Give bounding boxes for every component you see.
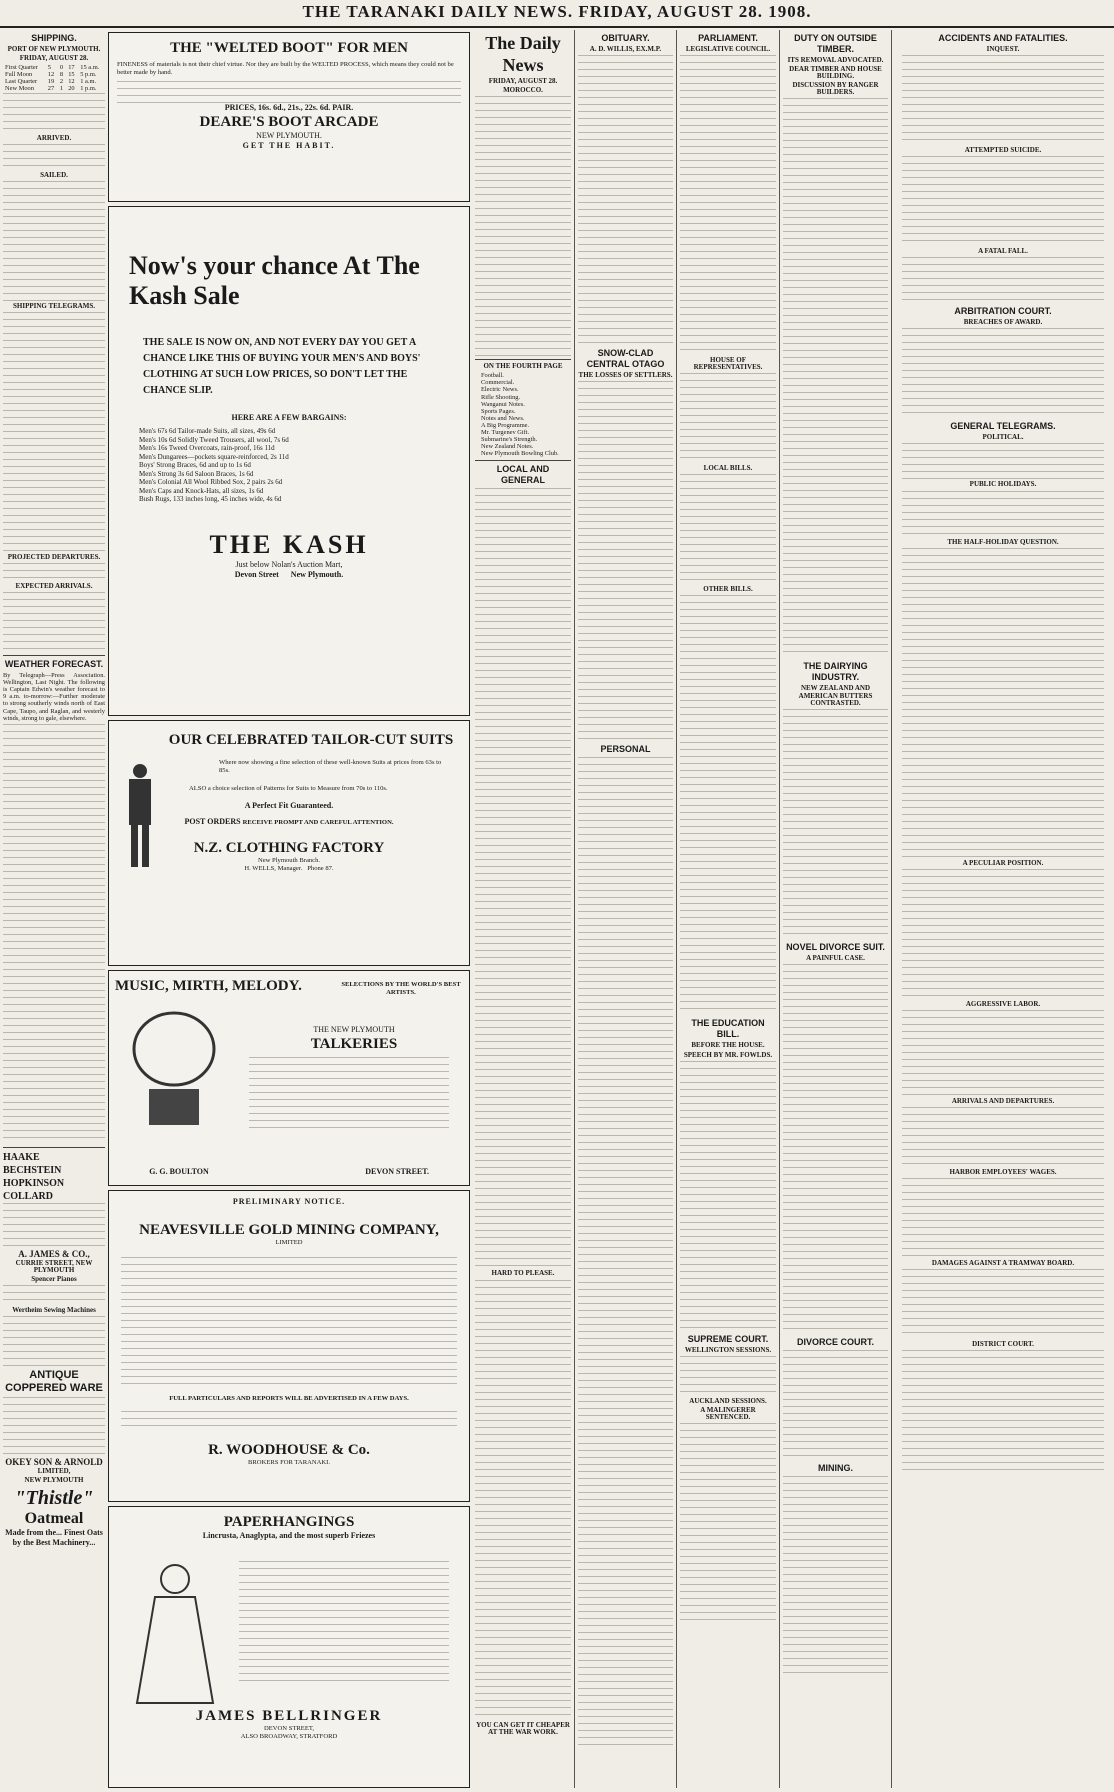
thistle-made: Made from the... Finest Oats by the Best Machinery... xyxy=(5,1528,103,1548)
damages-heading: DAMAGES AGAINST A TRAMWAY BOARD. xyxy=(931,1259,1075,1268)
snow-sub: THE LOSSES OF SETTLERS. xyxy=(578,371,673,380)
mining-heading: MINING. xyxy=(818,1462,853,1473)
tailor-branch: New Plymouth Branch. xyxy=(257,857,321,864)
dairy-heading: THE DAIRYING INDUSTRY. xyxy=(803,661,868,683)
thistle-brand: "Thistle" xyxy=(14,1487,94,1510)
text-block xyxy=(3,93,105,133)
harbour-heading: HARBOR EMPLOYEES' WAGES. xyxy=(949,1167,1057,1176)
tailor-factory: N.Z. CLOTHING FACTORY xyxy=(193,840,385,856)
tailor-post-note: RECEIVE PROMPT AND CAREFUL ATTENTION. xyxy=(242,819,394,826)
education-sub: BEFORE THE HOUSE. xyxy=(691,1041,765,1050)
table-row: Last Quarter 19 2 12 1 a.m. xyxy=(5,78,97,86)
prelim-role: BROKERS FOR TARANAKI. xyxy=(248,1459,330,1466)
shipping-date: FRIDAY, AUGUST 28. xyxy=(19,54,89,63)
text-block xyxy=(578,757,673,1747)
text-block xyxy=(783,1476,888,1676)
text-block xyxy=(902,1107,1104,1167)
list-item: A Big Programme. xyxy=(481,421,530,429)
tailor-manager: H. WELLS, Manager. xyxy=(244,865,303,872)
text-block xyxy=(902,1178,1104,1258)
text-block xyxy=(902,1010,1104,1096)
music-title: MUSIC, MIRTH, MELODY. xyxy=(115,978,302,994)
political-heading: POLITICAL. xyxy=(982,433,1024,442)
table-row: First Quarter 5 0 17 15 a.m. xyxy=(5,64,100,72)
list-item: Submarine's Strength. xyxy=(481,436,538,444)
auckland-sub: AUCKLAND SESSIONS. xyxy=(689,1396,767,1405)
welted-boot-ad xyxy=(108,32,470,202)
text-block xyxy=(121,1257,457,1387)
paper-also: ALSO BROADWAY, STRATFORD xyxy=(240,1733,338,1740)
piano-firm-address: CURRIE STREET, NEW PLYMOUTH xyxy=(15,1258,93,1274)
list-item: New Zealand Notes. xyxy=(481,443,534,451)
music-owner: G. G. BOULTON xyxy=(149,1167,209,1176)
novel-sub: A PAINFUL CASE. xyxy=(806,953,865,962)
paper-title: PAPERHANGINGS xyxy=(223,1514,355,1530)
mining-prospectus-ad xyxy=(108,1190,470,1502)
novel-heading: NOVEL DIVORCE SUIT. xyxy=(786,941,885,952)
text-block xyxy=(3,312,105,552)
fourth-page-heading: ON THE FOURTH PAGE xyxy=(483,362,563,371)
kash-store: THE KASH xyxy=(209,529,369,559)
music-sub: SELECTIONS BY THE WORLD'S BEST ARTISTS. xyxy=(341,981,461,996)
masthead xyxy=(0,0,1114,28)
kash-bargains-heading: HERE ARE A FEW BARGAINS: xyxy=(231,413,347,422)
duty-sub2: DEAR TIMBER AND HOUSE BUILDING. xyxy=(789,65,882,81)
text-block xyxy=(902,491,1104,537)
obituary-column xyxy=(574,30,676,1788)
text-block xyxy=(902,156,1104,246)
editorial-bottom: YOU CAN GET IT CHEAPER AT THE WAR WORK. xyxy=(476,1720,570,1736)
piano-name: HOPKINSON xyxy=(3,1177,65,1189)
text-block xyxy=(121,1411,457,1431)
kash-street: Devon Street xyxy=(234,569,279,579)
text-block xyxy=(680,1423,776,1623)
other-bills-heading: OTHER BILLS. xyxy=(703,585,753,594)
duty-sub: ITS REMOVAL ADVOCATED. xyxy=(787,56,884,64)
paper-name: JAMES BELLRINGER xyxy=(195,1708,383,1724)
supreme-heading: SUPREME COURT. xyxy=(687,1333,769,1344)
tailor-fit: A Perfect Fit Guaranteed. xyxy=(244,801,334,810)
welted-store: DEARE'S BOOT ARCADE xyxy=(199,114,379,130)
okey-name: OKEY SON & ARNOLD xyxy=(5,1457,103,1468)
fall-heading: A FATAL FALL. xyxy=(978,247,1028,256)
lady-figure-icon xyxy=(125,1557,225,1707)
list-item: Commercial. xyxy=(481,379,515,387)
welted-title: THE "WELTED BOOT" FOR MEN xyxy=(170,40,408,56)
list-item: Men's 67s 6d Tailor-made Suits, all sizes, 49s 6d xyxy=(139,427,276,435)
obituary-heading: OBITUARY. xyxy=(601,33,650,43)
text-block xyxy=(902,443,1104,479)
moon-table xyxy=(3,64,105,92)
local-bills-heading: LOCAL BILLS. xyxy=(703,464,753,473)
tailor-manager-line xyxy=(109,865,469,873)
text-block xyxy=(239,1561,449,1681)
list-item: Wanganui Notes. xyxy=(481,400,525,408)
projected-heading: PROJECTED DEPARTURES. xyxy=(7,552,101,561)
text-block xyxy=(3,563,105,581)
list-item: Football. xyxy=(481,372,504,380)
port-name: PORT OF NEW PLYMOUTH. xyxy=(7,45,101,53)
copper-heading: ANTIQUE COPPERED WARE xyxy=(5,1369,103,1395)
general-heading: GENERAL TELEGRAMS. xyxy=(950,421,1056,432)
text-block xyxy=(475,488,571,1268)
telegrams-heading: SHIPPING TELEGRAMS. xyxy=(13,301,95,310)
text-block xyxy=(783,964,888,1334)
paperhangings-ad xyxy=(108,1506,470,1788)
text-block xyxy=(680,1356,776,1396)
prelim-limited: LIMITED xyxy=(275,1239,303,1246)
list-item: Notes and News. xyxy=(481,414,525,422)
kash-town: New Plymouth. xyxy=(290,569,344,579)
list-item: Men's Colonial All Wool Ribbed Sox, 2 pairs 2s 6d xyxy=(139,478,283,486)
text-block xyxy=(902,328,1104,418)
text-block xyxy=(902,1269,1104,1339)
text-block xyxy=(902,548,1104,858)
piano-name: COLLARD xyxy=(3,1190,54,1202)
prelim-firm: R. WOODHOUSE & Co. xyxy=(208,1442,370,1458)
welted-tag: GET THE HABIT. xyxy=(242,141,336,150)
text-block xyxy=(578,381,673,741)
text-block xyxy=(3,144,105,170)
parliament-heading: PARLIAMENT. xyxy=(698,33,758,43)
arrived-heading: ARRIVED. xyxy=(36,133,72,142)
tailor-post xyxy=(109,817,469,827)
list-item: Sports Pages. xyxy=(481,407,516,415)
auckland-sub2: A MALINGERER SENTENCED. xyxy=(700,1405,756,1421)
public-heading: PUBLIC HOLIDAYS. xyxy=(969,480,1037,489)
piano-name: HAAKE xyxy=(3,1151,40,1163)
prelim-company: NEAVESVILLE GOLD MINING COMPANY, xyxy=(139,1222,439,1238)
supreme-sub: WELLINGTON SESSIONS. xyxy=(684,1345,772,1354)
text-block xyxy=(783,1350,888,1460)
inquest-heading: INQUEST. xyxy=(986,45,1020,53)
okey-limited: LIMITED, xyxy=(37,1467,71,1476)
kash-address: Just below Nolan's Auction Mart, xyxy=(235,559,343,569)
district-heading: DISTRICT COURT. xyxy=(972,1340,1034,1349)
text-block xyxy=(783,709,888,939)
arbitration-sub: BREACHES OF AWARD. xyxy=(963,318,1043,327)
obituary-sub: A. D. WILLIS, EX.M.P. xyxy=(589,45,662,53)
table-row: Full Moon 12 8 15 5 p.m. xyxy=(5,71,97,79)
text-block xyxy=(680,595,776,1015)
text-block xyxy=(475,96,571,356)
paper-street: DEVON STREET, xyxy=(263,1725,315,1732)
text-block xyxy=(680,373,776,463)
list-item: Rifle Shooting. xyxy=(481,393,521,401)
text-block xyxy=(578,55,673,345)
education-sub2: SPEECH BY MR. FOWLDS. xyxy=(683,1050,773,1059)
duty-sub3: DISCUSSION BY RANGER BUILDERS. xyxy=(792,81,879,97)
editorial-lead: MOROCCO. xyxy=(503,86,543,95)
text-block xyxy=(3,1316,105,1366)
prelim-heading: PRELIMINARY NOTICE. xyxy=(232,1197,346,1206)
house-heading: HOUSE OF REPRESENTATIVES. xyxy=(693,356,763,372)
table-row: New Moon 27 1 20 1 p.m. xyxy=(5,85,97,93)
list-item: Men's Dungarees—pockets square-reinforced, 2s 11d xyxy=(139,452,289,461)
thistle-ad xyxy=(3,1486,105,1548)
masthead-title: THE TARANAKI DAILY NEWS. FRIDAY, AUGUST 28. 1908. xyxy=(302,2,812,21)
wertheim: Wertheim Sewing Machines xyxy=(12,1306,96,1315)
tailor-line2: ALSO a choice selection of Patterns for Suits to Measure from 70s to 110s. xyxy=(189,785,388,792)
kash-title: Now's your chance At The Kash Sale xyxy=(129,251,420,310)
tailor-phone: Phone 87. xyxy=(307,865,334,872)
piano-firm: A. JAMES & CO., xyxy=(18,1248,90,1259)
council-heading: LEGISLATIVE COUNCIL. xyxy=(685,45,771,53)
fourth-page-list xyxy=(475,372,571,457)
list-item: Electric News. xyxy=(481,386,519,394)
kash-body: THE SALE IS NOW ON, AND NOT EVERY DAY YOU GET A CHANCE LIKE THIS OF BUYING YOUR MEN'S AND BOYS' CLOTHING AT SUCH LOW PRICES, SO DON'T LET THE CHANCE SLIP. xyxy=(143,337,421,396)
text-block xyxy=(3,1397,105,1457)
text-block xyxy=(3,724,105,1144)
dairy-sub: NEW ZEALAND AND AMERICAN BUTTERS CONTRASTED. xyxy=(798,684,873,707)
spencer-pianos: Spencer Pianos xyxy=(31,1274,77,1283)
tailor-line1: Where now showing a fine selection of these well-known Suits at prices from 63s to 85s. xyxy=(219,759,442,774)
timber-column xyxy=(779,30,891,1788)
list-item: Boys' Strong Braces, 6d and up to 1s 6d xyxy=(139,461,251,469)
education-heading: THE EDUCATION BILL. xyxy=(691,1018,765,1040)
okey-town: NEW PLYMOUTH xyxy=(24,1476,84,1485)
text-block xyxy=(902,55,1104,145)
list-item: Men's Strong 3s 6d Saloon Braces, 1s 6d xyxy=(139,469,254,478)
welted-price: PRICES, 16s. 6d., 21s., 22s. 6d. PAIR. xyxy=(224,103,354,112)
divorce-heading: DIVORCE COURT. xyxy=(796,1336,874,1347)
text-block xyxy=(902,257,1104,303)
welted-line: FINENESS of materials is not their chief virtue. Nor they are built by the WELTED PROCESS, which means they could not be better made by hand. xyxy=(117,61,454,76)
kash-street-line xyxy=(109,570,469,580)
paper-sub: Lincrusta, Anaglypta, and the most superb Friezes xyxy=(202,1531,376,1540)
tailor-title: OUR CELEBRATED TAILOR-CUT SUITS xyxy=(168,732,454,748)
daily-news-title: The Daily News xyxy=(485,33,561,75)
arbitration-heading: ARBITRATION COURT. xyxy=(954,306,1052,317)
expected-heading: EXPECTED ARRIVALS. xyxy=(15,581,93,590)
arrivals-heading: ARRIVALS AND DEPARTURES. xyxy=(951,1096,1055,1105)
peculiar-heading: A PECULIAR POSITION. xyxy=(962,858,1044,867)
snow-heading: SNOW-CLAD CENTRAL OTAGO xyxy=(586,348,665,370)
list-item: Men's 10s 6d Solidly Tweed Trousers, all wool, 7s 6d xyxy=(139,435,289,444)
weather-heading: WEATHER FORECAST. xyxy=(4,659,104,670)
local-heading: LOCAL AND GENERAL xyxy=(496,464,550,486)
music-street: DEVON STREET. xyxy=(365,1167,429,1176)
weather-text: By Telegraph—Press Association. Wellington, Last Night. The following is Captain Edwin's weather forecast to 9 a.m. to-morrow:—Further moderate to strong southerly winds north of East Cape, Taupo, and Raglan, and westerly winds, strong to gale, elsewhere. xyxy=(3,672,105,722)
parliament-column xyxy=(676,30,779,1788)
editorial-column xyxy=(472,30,574,1788)
text-block xyxy=(3,1285,105,1305)
piano-name: BECHSTEIN xyxy=(3,1164,62,1176)
gramophone-icon xyxy=(129,1009,219,1139)
text-block xyxy=(680,55,776,355)
text-block xyxy=(902,1350,1104,1470)
shipping-column xyxy=(0,30,108,1788)
text-block xyxy=(902,869,1104,999)
suicide-heading: ATTEMPTED SUICIDE. xyxy=(964,146,1042,155)
accidents-heading: ACCIDENTS AND FATALITIES. xyxy=(938,33,1068,43)
aggressive-heading: AGGRESSIVE LABOR. xyxy=(965,999,1041,1008)
text-block xyxy=(680,474,776,584)
text-block xyxy=(249,1057,449,1129)
man-figure-icon xyxy=(123,761,157,871)
list-item: Bush Rugs, 133 inches long, 45 inches wide, 4s 6d xyxy=(139,495,282,503)
duty-heading: DUTY ON OUTSIDE TIMBER. xyxy=(794,33,877,54)
list-item: New Plymouth Bowling Club. xyxy=(481,450,559,458)
accidents-column xyxy=(891,30,1114,1788)
half-holiday-heading: THE HALF-HOLIDAY QUESTION. xyxy=(947,537,1059,546)
kash-sale-ad xyxy=(108,206,470,716)
thistle-product: Oatmeal xyxy=(24,1510,84,1528)
tailor-post-label: POST ORDERS xyxy=(184,817,241,826)
list-item: Mr. Turgenev Gift. xyxy=(481,429,530,437)
text-block xyxy=(117,81,461,103)
tailor-ad xyxy=(108,720,470,966)
kash-bargain-list xyxy=(109,423,469,508)
music-new: THE NEW PLYMOUTH xyxy=(313,1025,395,1034)
welted-town: NEW PLYMOUTH. xyxy=(256,131,322,140)
text-block xyxy=(680,1061,776,1331)
text-block xyxy=(475,1280,571,1720)
prelim-footer: FULL PARTICULARS AND REPORTS WILL BE ADVERTISED IN A FEW DAYS. xyxy=(169,1395,409,1402)
pianos-block xyxy=(3,1151,105,1203)
personal-heading: PERSONAL xyxy=(600,744,651,755)
list-item: Men's Caps and Knock-Hats, all sizes, 1s 6d xyxy=(139,486,264,495)
please-heading: HARD TO PLEASE. xyxy=(491,1269,555,1278)
text-block xyxy=(783,98,888,658)
text-block xyxy=(3,592,105,652)
sailed-heading: SAILED. xyxy=(40,170,68,179)
music-ad xyxy=(108,970,470,1186)
shipping-heading: SHIPPING. xyxy=(31,33,77,43)
list-item: Men's 16s Tweed Overcoats, rain-proof, 16s 11d xyxy=(139,444,275,452)
text-block xyxy=(3,1203,105,1249)
text-block xyxy=(3,181,105,301)
music-name: TALKERIES xyxy=(310,1036,398,1052)
editorial-date: FRIDAY, AUGUST 28. xyxy=(488,77,558,85)
